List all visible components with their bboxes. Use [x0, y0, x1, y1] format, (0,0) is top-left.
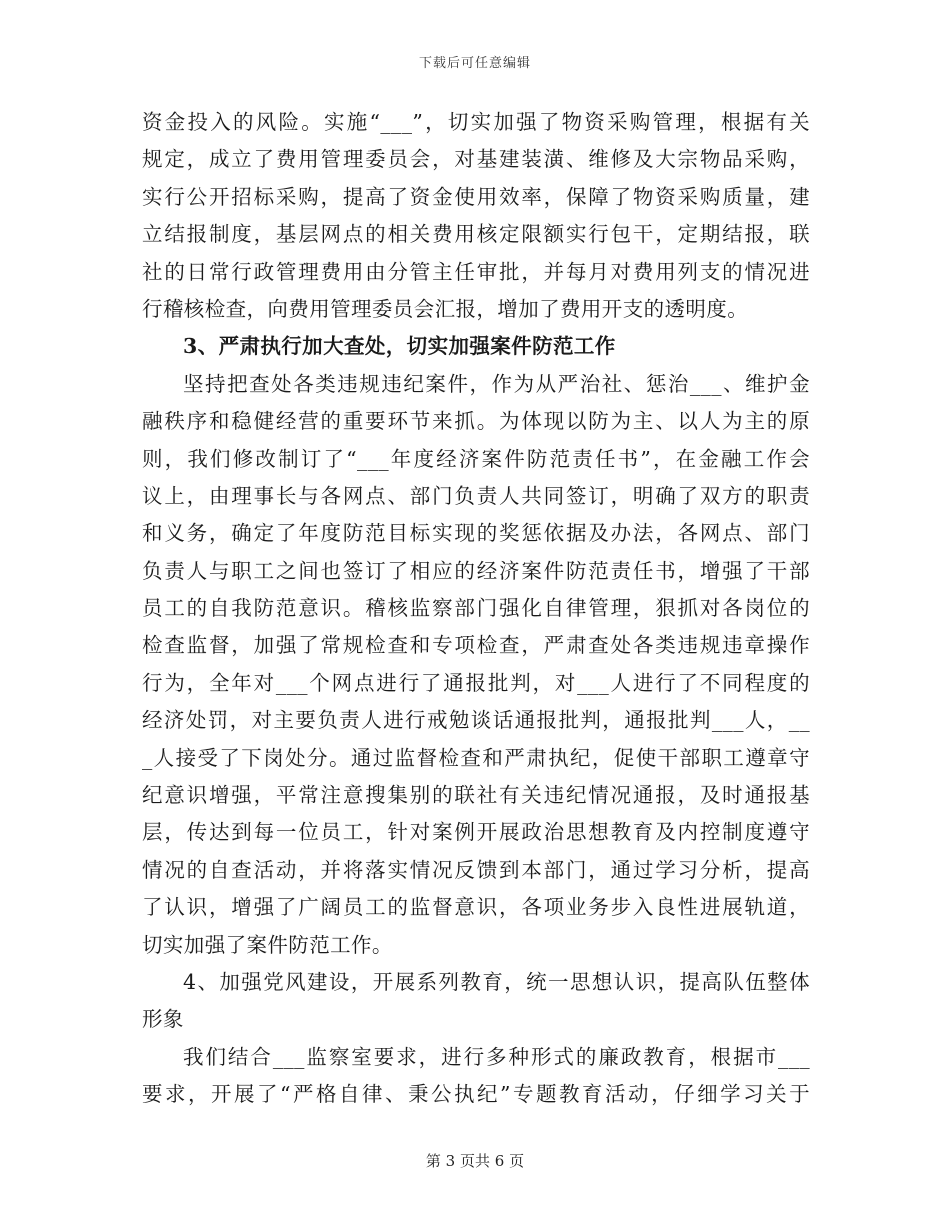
text-line: 要求，开展了“严格自律、秉公执纪”专题教育活动，仔细学习关于	[142, 1082, 810, 1107]
text-line: 议上，由理事长与各网点、部门负责人共同签订，明确了双方的职责	[142, 483, 810, 508]
text-line: 我们结合___监察室要求，进行多种形式的廉政教育，根据市___	[183, 1044, 810, 1069]
text-line: 切实加强了案件防范工作。	[142, 932, 393, 957]
text-line: 资金投入的风险。实施“___”，切实加强了物资采购管理，根据有关	[142, 110, 810, 134]
text-line: 和义务，确定了年度防范目标实现的奖惩依据及办法，各网点、部门	[142, 521, 810, 546]
document-body	[142, 104, 810, 1114]
text-line: 规定，成立了费用管理委员会，对基建装潢、维修及大宗物品采购，	[142, 147, 810, 172]
text-line: 行为，全年对___个网点进行了通报批判，对___人进行了不同程度的	[142, 670, 810, 695]
text-line: 纪意识增强，平常注意搜集别的联社有关违纪情况通报，及时通报基	[142, 783, 810, 808]
text-line: _人接受了下岗处分。通过监督检查和严肃执纪，促使干部职工遵章守	[142, 745, 810, 770]
text-line: 了认识，增强了广阔员工的监督意识，各项业务步入良性进展轨道，	[142, 895, 810, 920]
page-header-note: 下载后可任意编辑	[418, 56, 531, 71]
section-heading-3: 3、严肃执行加大查处，切实加强案件防范工作	[183, 334, 616, 359]
text-line: 负责人与职工之间也签订了相应的经济案件防范责任书，增强了干部	[142, 558, 810, 583]
text-line: 实行公开招标采购，提高了资金使用效率，保障了物资采购质量，建	[142, 184, 810, 209]
section-heading-4-cont: 形象	[142, 1007, 184, 1032]
text-line: 则，我们修改制订了“___年度经济案件防范责任书”，在金融工作会	[142, 446, 810, 471]
text-line: 员工的自我防范意识。稽核监察部门强化自律管理，狠抓对各岗位的	[142, 596, 810, 621]
section-heading-4: 4、加强党风建设，开展系列教育，统一思想认识，提高队伍整体	[183, 969, 810, 994]
text-line: 融秩序和稳健经营的重要环节来抓。为体现以防为主、以人为主的原	[142, 409, 810, 434]
page-number: 第 3 页共 6 页	[425, 1152, 525, 1170]
text-line: 坚持把查处各类违规违纪案件，作为从严治社、惩治___、维护金	[183, 371, 810, 396]
text-line: 检查监督，加强了常规检查和专项检查，严肃查处各类违规违章操作	[142, 633, 810, 658]
text-line: 立结报制度，基层网点的相关费用核定限额实行包干，定期结报，联	[142, 222, 810, 247]
text-line: 经济处罚，对主要负责人进行戒勉谈话通报批判，通报批判___人，__	[142, 708, 810, 733]
text-line: 情况的自查活动，并将落实情况反馈到本部门，通过学习分析，提高	[142, 857, 810, 882]
text-line: 行稽核检查，向费用管理委员会汇报，增加了费用开支的透明度。	[142, 296, 749, 321]
text-line: 社的日常行政管理费用由分管主任审批，并每月对费用列支的情况进	[142, 259, 810, 284]
text-line: 层，传达到每一位员工，针对案例开展政治思想教育及内控制度遵守	[142, 820, 810, 845]
